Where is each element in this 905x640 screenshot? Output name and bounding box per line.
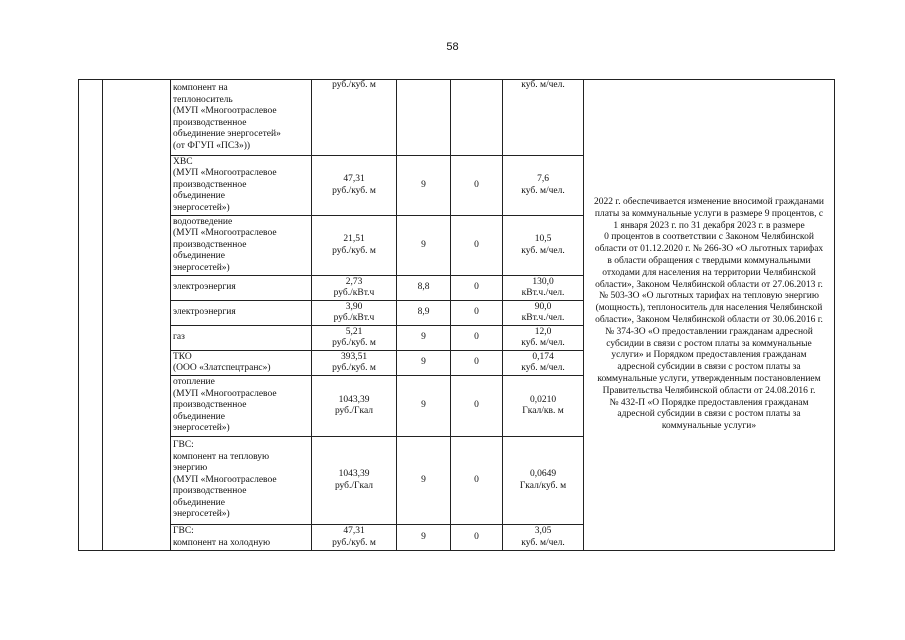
tariff-cell: 3,90 руб./кВт.ч bbox=[312, 301, 397, 326]
tariff-cell: 5,21 руб./куб. м bbox=[312, 326, 397, 351]
service-cell: компонент на теплоноситель (МУП «Многоотраслевое производственное объединение энергосетей» (от ФГУП «ПСЗ»)) bbox=[171, 80, 312, 156]
service-cell: отопление (МУП «Многоотраслевое производственное объединение энергосетей») bbox=[171, 376, 312, 437]
index-cell: 9 bbox=[397, 376, 451, 437]
service-cell: электроэнергия bbox=[171, 301, 312, 326]
growth-cell: 0 bbox=[451, 276, 503, 301]
service-cell: газ bbox=[171, 326, 312, 351]
volume-cell: 130,0 кВт.ч./чел. bbox=[503, 276, 584, 301]
tariff-cell: 21,51 руб./куб. м bbox=[312, 216, 397, 276]
index-cell: 9 bbox=[397, 351, 451, 376]
service-cell: электроэнергия bbox=[171, 276, 312, 301]
tariff-cell: руб./куб. м bbox=[312, 80, 397, 156]
index-cell: 9 bbox=[397, 156, 451, 216]
volume-cell: 7,6 куб. м/чел. bbox=[503, 156, 584, 216]
number-cell bbox=[79, 80, 103, 551]
volume-cell: 12,0 куб. м/чел. bbox=[503, 326, 584, 351]
volume-cell: 0,0210 Гкал/кв. м bbox=[503, 376, 584, 437]
service-cell: ГВС: компонент на холодную bbox=[171, 525, 312, 551]
tariff-cell: 47,31 руб./куб. м bbox=[312, 525, 397, 551]
volume-cell: 0,174 куб. м/чел. bbox=[503, 351, 584, 376]
volume-cell: 3,05 куб. м/чел. bbox=[503, 525, 584, 551]
tariff-cell: 47,31 руб./куб. м bbox=[312, 156, 397, 216]
tariff-cell: 1043,39 руб./Гкал bbox=[312, 437, 397, 525]
index-cell: 9 bbox=[397, 216, 451, 276]
volume-cell: 0,0649 Гкал/куб. м bbox=[503, 437, 584, 525]
municipality-cell bbox=[103, 80, 171, 551]
growth-cell: 0 bbox=[451, 437, 503, 525]
growth-cell: 0 bbox=[451, 376, 503, 437]
tariff-cell: 2,73 руб./кВт.ч bbox=[312, 276, 397, 301]
tariff-table bbox=[78, 79, 835, 551]
index-cell: 8,8 bbox=[397, 276, 451, 301]
basis-text: 2022 г. обеспечивается изменение вносимой гражданами платы за коммунальные услуги в размере 9 процентов, с 1 января 2023 г. по 31 декабря 2023 г. в размере 0 процентов в соответствии с Законом Челябинской области от 01.12.2020 г. № 266-ЗО «О льготных тарифах в области обращения с твердыми коммунальными отходами для населения на территории Челябинской области», Законом Челябинской области от 27.06.2013 г. № 503-ЗО «О льготных тарифах на тепловую энергию (мощность), теплоноситель для населения Челябинской области», Законом Челябинской области от 30.06.2016 г. № 374-ЗО «О предоставлении гражданам адресной субсидии в связи с ростом платы за коммунальные услуги» и Порядком предоставления гражданам адресной субсидии в связи с ростом платы за коммунальные услуги, утвержденным постановлением Правительства Челябинской области от 24.08.2016 г. № 432-П «О Порядке предоставления гражданам адресной субсидии в связи с ростом платы за коммунальные услуги» bbox=[594, 197, 824, 432]
growth-cell: 0 bbox=[451, 156, 503, 216]
service-cell: ХВС (МУП «Многоотраслевое производственное объединение энергосетей») bbox=[171, 156, 312, 216]
volume-cell: 10,5 куб. м/чел. bbox=[503, 216, 584, 276]
basis-cell bbox=[584, 80, 835, 551]
growth-cell: 0 bbox=[451, 351, 503, 376]
tariff-cell: 393,51 руб./куб. м bbox=[312, 351, 397, 376]
service-cell: ТКО (ООО «Златспецтранс») bbox=[171, 351, 312, 376]
growth-cell: 0 bbox=[451, 525, 503, 551]
index-cell: 8,9 bbox=[397, 301, 451, 326]
volume-cell: 90,0 кВт.ч./чел. bbox=[503, 301, 584, 326]
growth-cell: 0 bbox=[451, 301, 503, 326]
service-cell: водоотведение (МУП «Многоотраслевое производственное объединение энергосетей») bbox=[171, 216, 312, 276]
index-cell: 9 bbox=[397, 326, 451, 351]
page-number: 58 bbox=[446, 41, 459, 53]
volume-cell: куб. м/чел. bbox=[503, 80, 584, 156]
index-cell bbox=[397, 80, 451, 156]
growth-cell: 0 bbox=[451, 326, 503, 351]
index-cell: 9 bbox=[397, 525, 451, 551]
service-cell: ГВС: компонент на тепловую энергию (МУП «Многоотраслевое производственное объединение энергосетей») bbox=[171, 437, 312, 525]
growth-cell bbox=[451, 80, 503, 156]
tariff-cell: 1043,39 руб./Гкал bbox=[312, 376, 397, 437]
index-cell: 9 bbox=[397, 437, 451, 525]
table-row bbox=[79, 80, 835, 156]
growth-cell: 0 bbox=[451, 216, 503, 276]
